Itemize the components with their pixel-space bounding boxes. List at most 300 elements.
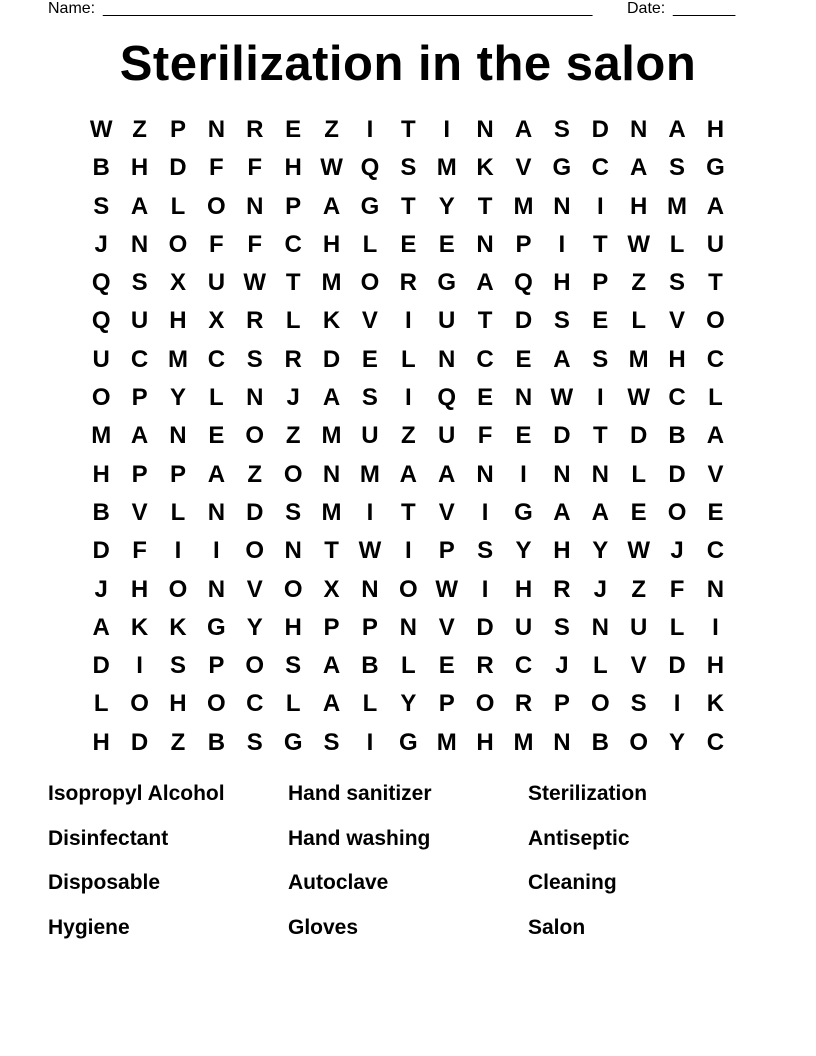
grid-letter[interactable]: N <box>361 575 379 603</box>
grid-letter[interactable]: R <box>284 345 302 373</box>
grid-letter[interactable]: K <box>130 613 149 641</box>
grid-letter[interactable]: N <box>322 460 341 488</box>
grid-letter[interactable]: Y <box>515 537 532 565</box>
grid-letter[interactable]: Y <box>592 537 609 565</box>
grid-letter[interactable]: P <box>131 384 148 412</box>
grid-letter[interactable]: S <box>553 116 570 143</box>
grid-letter[interactable]: A <box>553 498 571 526</box>
grid-letter[interactable]: G <box>207 613 226 641</box>
grid-letter[interactable]: E <box>438 230 455 258</box>
grid-letter[interactable]: I <box>404 537 412 565</box>
grid-letter[interactable]: V <box>438 613 455 641</box>
grid-letter[interactable]: U <box>706 230 725 258</box>
name-label: Name: <box>48 0 96 17</box>
grid-letter[interactable]: Z <box>132 116 147 143</box>
grid-letter[interactable]: C <box>706 537 725 565</box>
grid-letter[interactable]: A <box>706 422 725 450</box>
grid-letter[interactable]: G <box>437 269 457 297</box>
grid-letter[interactable]: D <box>322 345 341 373</box>
grid-letter[interactable]: N <box>553 192 571 220</box>
grid-row <box>82 226 736 264</box>
grid-letter[interactable]: H <box>706 116 725 143</box>
grid-letter[interactable]: C <box>476 345 494 373</box>
grid-letter[interactable]: D <box>514 307 533 335</box>
grid-letter[interactable]: L <box>362 230 378 258</box>
grid-letter[interactable]: P <box>208 652 225 680</box>
grid-letter[interactable]: H <box>629 192 648 220</box>
grid-letter[interactable]: M <box>667 192 688 220</box>
grid-letter[interactable]: A <box>322 384 341 412</box>
grid-letter[interactable]: L <box>285 307 301 335</box>
grid-letter[interactable]: M <box>167 345 188 373</box>
grid-letter[interactable]: O <box>168 230 188 258</box>
grid-letter[interactable]: A <box>591 498 609 526</box>
grid-letter[interactable]: Q <box>360 154 380 182</box>
grid-letter[interactable]: H <box>514 575 533 603</box>
grid-letter[interactable]: F <box>132 537 147 565</box>
grid-letter[interactable]: Z <box>324 116 339 143</box>
grid-letter[interactable]: P <box>438 690 455 718</box>
grid-letter[interactable]: E <box>400 230 417 258</box>
grid-letter[interactable]: A <box>130 422 149 450</box>
grid-letter[interactable]: S <box>477 537 494 565</box>
grid-letter[interactable]: S <box>361 384 378 412</box>
grid-letter[interactable]: W <box>89 116 113 143</box>
grid-letter[interactable]: Y <box>669 728 686 756</box>
grid-letter[interactable]: H <box>92 728 110 756</box>
grid-letter[interactable]: C <box>668 384 686 412</box>
grid-letter[interactable]: E <box>515 345 532 373</box>
grid-letter[interactable]: V <box>669 307 686 335</box>
grid-letter[interactable]: K <box>322 307 341 335</box>
grid-letter[interactable]: A <box>706 192 725 220</box>
grid-letter[interactable]: H <box>553 537 571 565</box>
grid-letter[interactable]: U <box>629 613 648 641</box>
grid-letter[interactable]: I <box>174 537 182 565</box>
grid-letter[interactable]: V <box>361 307 378 335</box>
grid-letter[interactable]: P <box>592 269 609 297</box>
grid-letter[interactable]: N <box>629 116 648 143</box>
grid-letter[interactable]: I <box>366 498 374 526</box>
grid-letter[interactable]: P <box>323 613 340 641</box>
date-field[interactable]: _______ <box>673 0 736 17</box>
grid-letter[interactable]: X <box>323 575 340 603</box>
grid-letter[interactable]: B <box>207 728 226 756</box>
grid-letter[interactable]: B <box>361 652 379 680</box>
word-bank-row <box>48 821 768 866</box>
grid-letter[interactable]: N <box>514 384 533 412</box>
grid-letter[interactable]: S <box>285 652 302 680</box>
grid-letter[interactable]: Y <box>246 613 263 641</box>
grid-letter[interactable]: D <box>92 652 110 680</box>
grid-letter[interactable]: J <box>286 384 300 412</box>
grid-letter[interactable]: O <box>245 652 265 680</box>
grid-letter[interactable]: R <box>246 116 264 143</box>
grid-letter[interactable]: O <box>590 690 610 718</box>
grid-letter[interactable]: D <box>668 652 686 680</box>
grid-letter[interactable]: Z <box>400 422 416 450</box>
grid-letter[interactable]: H <box>553 269 571 297</box>
grid-letter[interactable]: W <box>550 384 574 412</box>
grid-letter[interactable]: R <box>553 575 571 603</box>
grid-letter[interactable]: Q <box>91 269 111 297</box>
grid-letter[interactable]: A <box>207 460 226 488</box>
grid-letter[interactable]: C <box>706 345 725 373</box>
grid-letter[interactable]: T <box>324 537 339 565</box>
grid-letter[interactable]: J <box>555 652 569 680</box>
grid-letter[interactable]: G <box>398 728 418 756</box>
grid-letter[interactable]: K <box>706 690 725 718</box>
grid-letter[interactable]: L <box>400 345 416 373</box>
grid-letter[interactable]: N <box>476 230 494 258</box>
grid-letter[interactable]: D <box>169 154 187 182</box>
grid-letter[interactable]: X <box>208 307 225 335</box>
grid-letter[interactable]: P <box>285 192 302 220</box>
grid-letter[interactable]: X <box>169 269 186 297</box>
grid-letter[interactable]: P <box>361 613 378 641</box>
grid-letter[interactable]: D <box>553 422 571 450</box>
grid-letter[interactable]: S <box>131 269 148 297</box>
grid-letter[interactable]: A <box>399 460 417 488</box>
grid-letter[interactable]: N <box>246 384 264 412</box>
grid-letter[interactable]: O <box>667 498 687 526</box>
grid-letter[interactable]: M <box>321 269 342 297</box>
grid-letter[interactable]: U <box>207 269 226 297</box>
grid-letter[interactable]: F <box>209 230 224 258</box>
grid-letter[interactable]: V <box>131 498 148 526</box>
grid-letter[interactable]: O <box>398 575 418 603</box>
grid-letter[interactable]: S <box>93 192 110 220</box>
grid-letter[interactable]: U <box>130 307 149 335</box>
grid-letter[interactable]: I <box>673 690 681 718</box>
grid-letter[interactable]: T <box>400 116 416 143</box>
grid-letter[interactable]: T <box>400 498 416 526</box>
grid-letter[interactable]: Z <box>285 422 301 450</box>
grid-letter[interactable]: D <box>629 422 648 450</box>
grid-letter[interactable]: C <box>706 728 725 756</box>
grid-letter[interactable]: V <box>707 460 724 488</box>
grid-letter[interactable]: V <box>630 652 647 680</box>
grid-letter[interactable]: D <box>591 116 609 143</box>
grid-letter[interactable]: L <box>592 652 608 680</box>
grid-letter[interactable]: I <box>596 192 604 220</box>
grid-letter[interactable]: N <box>207 498 226 526</box>
grid-letter[interactable]: P <box>169 460 186 488</box>
grid-letter[interactable]: J <box>670 537 684 565</box>
grid-letter[interactable]: H <box>169 690 187 718</box>
grid-letter[interactable]: N <box>399 613 417 641</box>
grid-letter[interactable]: N <box>246 192 264 220</box>
grid-letter[interactable]: L <box>631 307 646 335</box>
grid-letter[interactable]: S <box>400 154 417 182</box>
grid-letter[interactable]: L <box>362 690 378 718</box>
grid-letter[interactable]: L <box>669 230 685 258</box>
grid-letter[interactable]: E <box>707 498 724 526</box>
grid-letter[interactable]: I <box>596 384 604 412</box>
grid-letter[interactable]: U <box>361 422 379 450</box>
grid-letter[interactable]: N <box>207 575 226 603</box>
grid-letter[interactable]: D <box>476 613 494 641</box>
grid-letter[interactable]: T <box>477 307 493 335</box>
grid-letter[interactable]: N <box>706 575 725 603</box>
grid-letter[interactable]: U <box>92 345 110 373</box>
grid-letter[interactable]: O <box>245 422 265 450</box>
grid-letter[interactable]: Y <box>169 384 186 412</box>
grid-letter[interactable]: S <box>669 269 686 297</box>
grid-letter[interactable]: D <box>92 537 110 565</box>
grid-letter[interactable]: N <box>553 460 571 488</box>
grid-letter[interactable]: P <box>169 116 186 143</box>
grid-letter[interactable]: A <box>629 154 648 182</box>
grid-letter[interactable]: L <box>209 384 224 412</box>
grid-letter[interactable]: D <box>246 498 264 526</box>
grid-letter[interactable]: T <box>285 269 301 297</box>
grid-letter[interactable]: G <box>706 154 725 182</box>
grid-letter[interactable]: Y <box>438 192 455 220</box>
grid-letter[interactable]: S <box>246 728 263 756</box>
grid-letter[interactable]: E <box>477 384 494 412</box>
grid-letter[interactable]: G <box>514 498 533 526</box>
grid-letter[interactable]: L <box>170 498 186 526</box>
grid-letter[interactable]: G <box>552 154 572 182</box>
grid-letter[interactable]: U <box>438 307 456 335</box>
grid-letter[interactable]: E <box>285 116 302 143</box>
grid-letter[interactable]: T <box>400 192 416 220</box>
grid-letter[interactable]: E <box>515 422 532 450</box>
name-field[interactable]: _______________________________________________________ <box>103 0 593 17</box>
grid-letter[interactable]: N <box>438 345 456 373</box>
grid-letter[interactable]: S <box>246 345 263 373</box>
grid-letter[interactable]: M <box>436 154 457 182</box>
grid-letter[interactable]: V <box>438 498 455 526</box>
grid-letter[interactable]: P <box>553 690 570 718</box>
grid-letter[interactable]: S <box>630 690 647 718</box>
grid-letter[interactable]: D <box>668 460 686 488</box>
page-title: Sterilization in the salon <box>119 37 697 91</box>
grid-letter[interactable]: M <box>91 422 112 450</box>
grid-letter[interactable]: O <box>207 690 226 718</box>
grid-letter[interactable]: F <box>477 422 493 450</box>
grid-letter[interactable]: G <box>283 728 303 756</box>
grid-letter[interactable]: E <box>361 345 378 373</box>
grid-letter[interactable]: S <box>592 345 609 373</box>
grid-letter[interactable]: M <box>321 422 342 450</box>
grid-letter[interactable]: I <box>712 613 719 641</box>
grid-letter[interactable]: V <box>515 154 532 182</box>
grid-letter[interactable]: A <box>130 192 149 220</box>
grid-letter[interactable]: H <box>130 575 149 603</box>
grid-letter[interactable]: A <box>514 116 533 143</box>
grid-letter[interactable]: L <box>170 192 186 220</box>
grid-letter[interactable]: I <box>520 460 527 488</box>
grid-letter[interactable]: L <box>285 690 301 718</box>
grid-letter[interactable]: A <box>668 116 686 143</box>
grid-letter[interactable]: S <box>285 498 302 526</box>
grid-letter[interactable]: O <box>245 537 265 565</box>
grid-letter[interactable]: K <box>476 154 494 182</box>
grid-letter[interactable]: Q <box>91 307 111 335</box>
grid-letter[interactable]: L <box>400 652 416 680</box>
grid-letter[interactable]: A <box>322 652 341 680</box>
grid-letter[interactable]: O <box>91 384 111 412</box>
grid-letter[interactable]: L <box>708 384 723 412</box>
grid-letter[interactable]: B <box>668 422 686 450</box>
grid-letter[interactable]: N <box>553 728 571 756</box>
grid-letter[interactable]: B <box>92 154 110 182</box>
grid-letter[interactable]: V <box>246 575 263 603</box>
grid-letter[interactable]: H <box>130 154 149 182</box>
grid-letter[interactable]: U <box>514 613 533 641</box>
grid-letter[interactable]: H <box>322 230 341 258</box>
grid-letter[interactable]: T <box>592 422 608 450</box>
grid-letter[interactable]: B <box>92 498 110 526</box>
grid-letter[interactable]: O <box>629 728 648 756</box>
grid-letter[interactable]: I <box>136 652 143 680</box>
grid-letter[interactable]: Q <box>437 384 457 412</box>
grid-letter[interactable]: O <box>168 575 188 603</box>
grid-letter[interactable]: P <box>131 460 148 488</box>
grid-letter[interactable]: A <box>92 613 110 641</box>
grid-letter[interactable]: C <box>514 652 533 680</box>
grid-letter[interactable]: B <box>591 728 609 756</box>
grid-letter[interactable]: A <box>438 460 456 488</box>
grid-letter[interactable]: I <box>366 116 374 143</box>
grid-letter[interactable]: R <box>476 652 494 680</box>
grid-letter[interactable]: W <box>320 154 343 182</box>
grid-letter[interactable]: U <box>438 422 456 450</box>
grid-letter[interactable]: S <box>553 613 570 641</box>
grid-letter[interactable]: G <box>360 192 380 220</box>
grid-letter[interactable]: R <box>399 269 417 297</box>
grid-letter[interactable]: Z <box>631 575 646 603</box>
grid-letter[interactable]: A <box>553 345 571 373</box>
grid-letter[interactable]: A <box>476 269 494 297</box>
grid-letter[interactable]: L <box>93 690 109 718</box>
grid-letter[interactable]: F <box>247 154 263 182</box>
grid-letter[interactable]: O <box>283 575 303 603</box>
grid-letter[interactable]: T <box>708 269 723 297</box>
grid-letter[interactable]: M <box>628 345 649 373</box>
grid-letter[interactable]: A <box>322 192 341 220</box>
grid-letter[interactable]: O <box>706 307 725 335</box>
grid-letter[interactable]: P <box>515 230 532 258</box>
grid-letter[interactable]: K <box>169 613 187 641</box>
grid-letter[interactable]: N <box>284 537 302 565</box>
grid-letter[interactable]: M <box>513 192 534 220</box>
grid-letter[interactable]: I <box>558 230 566 258</box>
grid-letter[interactable]: C <box>130 345 149 373</box>
grid-letter[interactable]: N <box>591 613 609 641</box>
grid-letter[interactable]: Z <box>631 269 646 297</box>
grid-letter[interactable]: H <box>668 345 686 373</box>
grid-letter[interactable]: I <box>213 537 220 565</box>
grid-letter[interactable]: N <box>476 116 494 143</box>
grid-letter[interactable]: T <box>477 192 493 220</box>
grid-letter[interactable]: Z <box>170 728 186 756</box>
grid-letter[interactable]: N <box>591 460 609 488</box>
grid-letter[interactable]: M <box>321 498 342 526</box>
grid-letter[interactable]: E <box>208 422 225 450</box>
grid-letter[interactable]: W <box>627 230 650 258</box>
grid-letter[interactable]: J <box>593 575 607 603</box>
grid-letter[interactable]: C <box>246 690 264 718</box>
grid-letter[interactable]: M <box>436 728 457 756</box>
grid-row <box>82 111 736 149</box>
grid-letter[interactable]: A <box>322 690 341 718</box>
grid-letter[interactable]: D <box>130 728 149 756</box>
word-bank-item: Antiseptic <box>528 826 630 850</box>
grid-letter[interactable]: I <box>404 307 412 335</box>
grid-letter[interactable]: H <box>92 460 110 488</box>
grid-letter[interactable]: N <box>476 460 494 488</box>
grid-letter[interactable]: I <box>481 498 489 526</box>
grid-letter[interactable]: O <box>130 690 149 718</box>
grid-letter[interactable]: S <box>169 652 186 680</box>
grid-letter[interactable]: W <box>627 537 650 565</box>
grid-letter[interactable]: O <box>207 192 226 220</box>
grid-letter[interactable]: W <box>627 384 650 412</box>
grid-letter[interactable]: Y <box>400 690 417 718</box>
grid-letter[interactable]: S <box>669 154 686 182</box>
grid-letter[interactable]: T <box>592 230 608 258</box>
grid-letter[interactable]: H <box>706 652 725 680</box>
grid-letter[interactable]: I <box>366 728 374 756</box>
grid-row <box>82 188 736 226</box>
grid-letter[interactable]: S <box>553 307 570 335</box>
grid-letter[interactable]: H <box>476 728 494 756</box>
grid-letter[interactable]: M <box>513 728 534 756</box>
grid-letter[interactable]: J <box>94 575 108 603</box>
grid-letter[interactable]: F <box>247 230 263 258</box>
grid-letter[interactable]: Z <box>247 460 263 488</box>
grid-letter[interactable]: H <box>284 154 302 182</box>
grid-letter[interactable]: W <box>435 575 459 603</box>
grid-letter[interactable]: H <box>284 613 302 641</box>
grid-letter[interactable]: F <box>669 575 685 603</box>
grid-letter[interactable]: W <box>243 269 267 297</box>
grid-letter[interactable]: N <box>169 422 187 450</box>
grid-letter[interactable]: E <box>592 307 609 335</box>
grid-letter[interactable]: C <box>207 345 226 373</box>
grid-letter[interactable]: H <box>169 307 187 335</box>
grid-letter[interactable]: I <box>404 384 412 412</box>
grid-letter[interactable]: P <box>438 537 455 565</box>
grid-letter[interactable]: E <box>630 498 647 526</box>
grid-letter[interactable]: O <box>283 460 303 488</box>
grid-letter[interactable]: R <box>514 690 533 718</box>
grid-letter[interactable]: C <box>284 230 302 258</box>
grid-letter[interactable]: W <box>358 537 382 565</box>
grid-letter[interactable]: M <box>359 460 380 488</box>
grid-letter[interactable]: L <box>631 460 646 488</box>
grid-row <box>82 609 736 647</box>
grid-letter[interactable]: N <box>130 230 149 258</box>
grid-letter[interactable]: I <box>443 116 451 143</box>
grid-letter[interactable]: E <box>438 652 455 680</box>
grid-letter[interactable]: Q <box>514 269 533 297</box>
grid-letter[interactable]: O <box>475 690 495 718</box>
grid-letter[interactable]: N <box>207 116 226 143</box>
grid-letter[interactable]: O <box>360 269 380 297</box>
grid-letter[interactable]: F <box>209 154 224 182</box>
grid-letter[interactable]: C <box>591 154 609 182</box>
grid-letter[interactable]: J <box>94 230 108 258</box>
grid-letter[interactable]: R <box>246 307 264 335</box>
grid-letter[interactable]: S <box>323 728 340 756</box>
grid-letter[interactable]: L <box>669 613 685 641</box>
date-label: Date: <box>627 0 666 17</box>
grid-letter[interactable]: I <box>481 575 489 603</box>
